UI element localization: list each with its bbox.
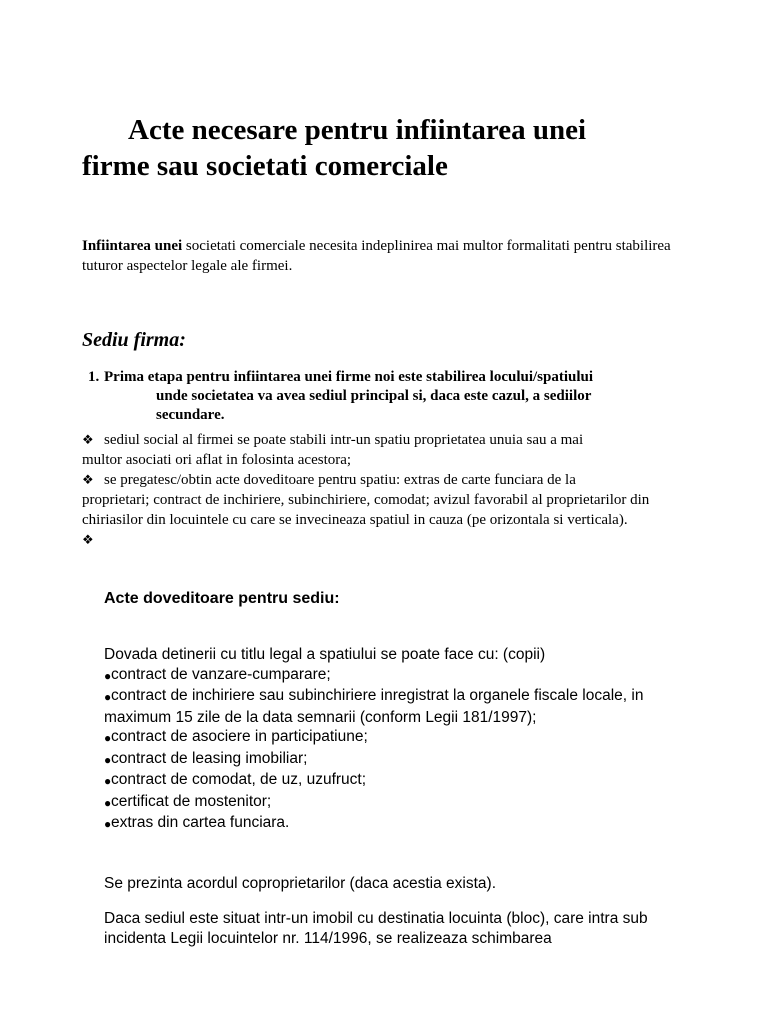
list-item-continuation: proprietari; contract de inchiriere, subinchiriere, comodat; avizul favorabil al proprietarilor din chiriasilor din locuintele cu care se invecineaza spatiul in cauza (pe orizontala si verticala). [82,492,650,528]
numbered-item-line-2: unde societatea va avea sediul principal si, daca este cazul, a sediilor [156,388,592,404]
intro-paragraph [82,236,702,276]
dot-bullet-icon: ● [104,795,112,810]
title-line-2: firme sau societati comerciale [82,150,448,182]
list-item-first-line: sediul social al firmei se poate stabili intr-un spatiu proprietatea unuia sau a mai [104,432,584,448]
numbered-item-line-3: secundare. [156,407,225,423]
list-item-first-line: se pregatesc/obtin acte doveditoare pentru spatiu: extras de carte funciara de la [104,472,576,488]
list-item: ●contract de comodat, de uz, uzufruct; [104,770,704,792]
list-item: ●extras din cartea funciara. [104,813,704,835]
dovada-intro: Dovada detinerii cu titlu legal a spatiului se poate face cu: (copii) [104,646,546,663]
list-item-continuation: multor asociati ori aflat in folosinta acestora; [82,452,352,468]
numbered-item [82,368,722,425]
list-item [82,430,702,470]
acord-paragraph: Se prezinta acordul coproprietarilor (daca acestia exista). [104,875,496,892]
list-item: ●contract de inchiriere sau subinchiriere inregistrat la organele fiscale locale, in maximum 15 zile de la data semnarii (conform Legii 181/1997); [104,687,644,726]
section-heading: Sediu firma: [82,329,186,351]
dot-bullet-icon: ● [104,668,112,683]
dot-bullet-icon: ● [104,817,112,831]
list-item: ●contract de vanzare-cumparare; [104,665,704,687]
list-item: ●contract de leasing imobiliar; [104,749,704,771]
intro-text: societati comerciale necesita indeplinirea mai multor formalitati pentru stabilirea tuturor aspectelor legale ale firmei. [82,238,671,274]
list-item [82,530,702,550]
list-item: ●contract de asociere in participatiune; [104,727,704,749]
dot-bullet-list [104,665,704,835]
dovada-section [104,645,704,835]
diamond-bullet-icon: ❖ [82,472,94,487]
list-item [82,470,702,530]
title-line-1: Acte necesare pentru infiintarea unei [128,114,587,146]
diamond-bullet-list [82,430,702,550]
acte-heading: Acte doveditoare pentru sediu: [104,590,340,607]
list-item: ●certificat de mostenitor; [104,792,704,814]
dot-bullet-icon: ● [104,752,112,767]
dot-bullet-icon: ● [104,690,112,704]
dot-bullet-icon: ● [104,774,112,788]
numbered-item-line-1: Prima etapa pentru infiintarea unei firme noi este stabilirea locului/spatiului [104,369,594,385]
intro-bold-text: Infiintarea unei [82,238,183,254]
document-title [82,112,722,184]
diamond-bullet-icon: ❖ [82,532,94,547]
diamond-bullet-icon: ❖ [82,432,94,447]
item-number: 1. [88,369,100,385]
daca-paragraph: Daca sediul este situat intr-un imobil cu destinatia locuinta (bloc), care intra sub incidenta Legii locuintelor nr. 114/1996, se realizeaza schimbarea [104,910,648,947]
dot-bullet-icon: ● [104,731,112,745]
